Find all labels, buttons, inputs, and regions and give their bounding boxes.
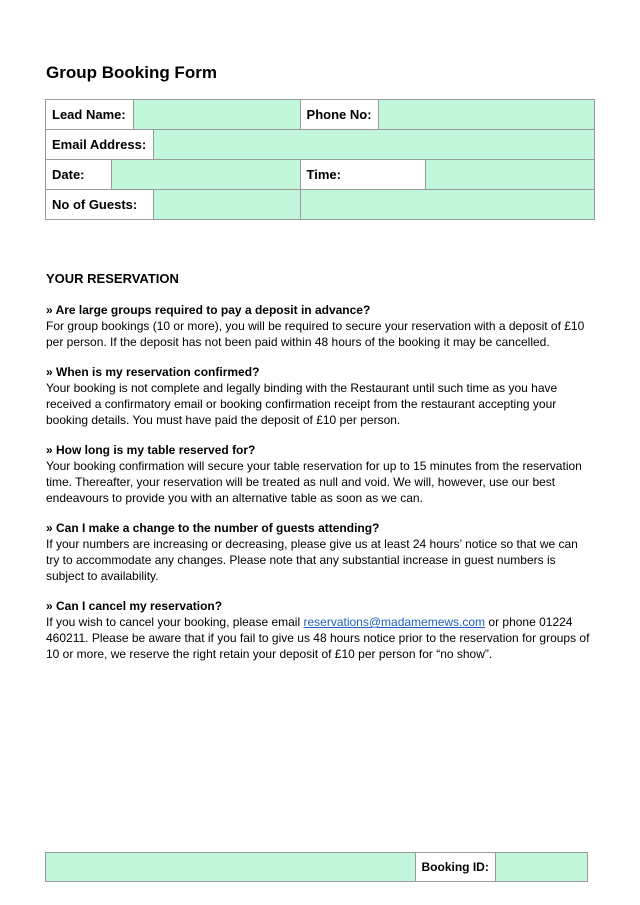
faq-question: » When is my reservation confirmed? [46, 365, 260, 379]
booking-id-input[interactable] [495, 853, 587, 882]
form-row-guests [46, 190, 595, 220]
guests-input[interactable] [153, 190, 300, 220]
form-row-date [46, 160, 595, 190]
form-row-email [46, 130, 595, 160]
faq-answer [46, 614, 594, 662]
booking-id-label: Booking ID: [415, 853, 495, 882]
form-row-lead [46, 100, 595, 130]
faq-item-deposit [46, 302, 594, 350]
faq-question: » Can I make a change to the number of guests attending? [46, 521, 380, 535]
date-label: Date: [46, 160, 112, 190]
page-title: Group Booking Form [46, 63, 217, 82]
faq-item-cancel [46, 598, 594, 662]
guests-extra-field[interactable] [300, 190, 594, 220]
faq-section [46, 302, 594, 676]
phone-label: Phone No: [300, 100, 378, 130]
lead-name-label: Lead Name: [46, 100, 134, 130]
faq-question: » Are large groups required to pay a deposit in advance? [46, 303, 371, 317]
date-input[interactable] [111, 160, 300, 190]
booking-id-table [45, 852, 588, 882]
email-label: Email Address: [46, 130, 154, 160]
faq-answer: For group bookings (10 or more), you will be required to secure your reservation with a deposit of £10 per person. If the deposit has not been paid within 48 hours of the booking it may be cancelled. [46, 319, 585, 349]
reservations-email-link[interactable]: reservations@madamemews.com [303, 615, 486, 629]
faq-question: » How long is my table reserved for? [46, 443, 256, 457]
cancel-answer-start: If you wish to cancel your booking, please email [46, 615, 304, 629]
booking-form-table [45, 99, 595, 220]
faq-item-guest-change [46, 520, 594, 584]
faq-item-table-hold [46, 442, 594, 506]
booking-id-row [46, 853, 588, 882]
cancel-answer-end: or phone 01224 460211. Please be aware that if you fail to give us 48 hours notice prior to the reservation for groups of 10 or more, we reserve the right retain your deposit of £10 per person for “no show”. [46, 615, 590, 661]
faq-item-confirmed [46, 364, 594, 428]
reservation-heading: YOUR RESERVATION [46, 271, 179, 286]
faq-question: » Can I cancel my reservation? [46, 599, 223, 613]
faq-answer: Your booking is not complete and legally binding with the Restaurant until such time as you have received a confirmatory email or booking confirmation receipt from the restaurant accepting your booking details. You must have paid the deposit of £10 per person. [46, 381, 558, 427]
email-input[interactable] [153, 130, 594, 160]
time-input[interactable] [426, 160, 595, 190]
lead-name-input[interactable] [133, 100, 300, 130]
faq-answer: If your numbers are increasing or decreasing, please give us at least 24 hours’ notice so that we can try to accommodate any changes. Please note that any substantial increase in guest numbers is subject to availability. [46, 537, 578, 583]
footer-field[interactable] [46, 853, 416, 882]
faq-answer: Your booking confirmation will secure your table reservation for up to 15 minutes from the reservation time. Thereafter, your reservation will be treated as null and void. We will, however, use our best endeavours to provide you with an alternative table as soon as we can. [46, 459, 582, 505]
guests-label: No of Guests: [46, 190, 154, 220]
time-label: Time: [300, 160, 426, 190]
phone-input[interactable] [378, 100, 594, 130]
